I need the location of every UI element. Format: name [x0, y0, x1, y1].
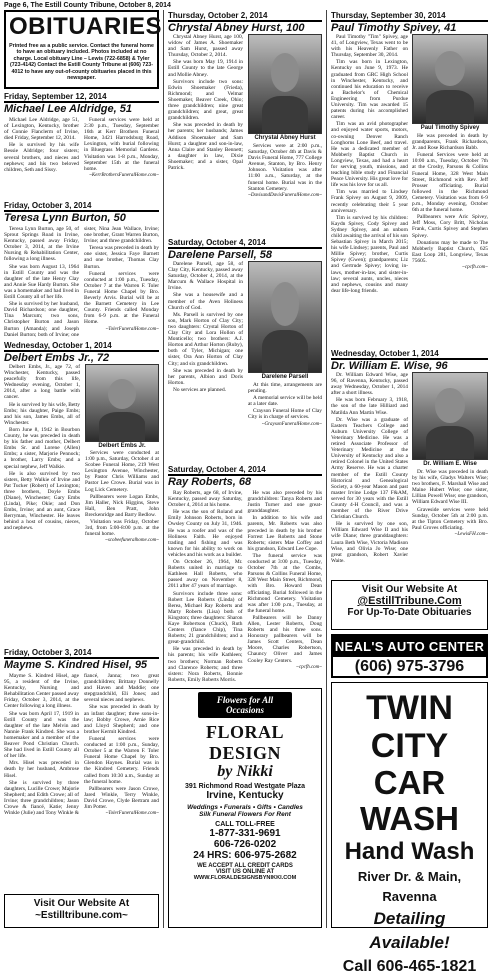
obit-photo-wrap — [412, 34, 488, 345]
obit-paragraph: He was the son of Roland and Emily Johnson Roberts, born in Owsley County on July 31, 1946. He was a roofer and was of the Holiness Faith. He enjoyed trading and fishing and was known for his ability to work on vehicles and his work as a builder. — [168, 509, 243, 558]
obit-paragraph: Survivors include two sons: Edwin Shoemaker (Frieda), Richmond; and Velmar Shoemaker, Beaver Creek, Ohio; three grandchildren; nine great grandchildren; and great, great grandchildren. — [168, 78, 243, 122]
obit-body-cont — [248, 382, 322, 454]
obit-body — [168, 490, 322, 686]
obit-paragraph: Pallbearers were Jason Crowe, Jared Winkle, Terry Winkle, David Crowe, Clyde Bertram and Jim Potter. — [84, 785, 159, 810]
floral-hours-label: 24 HRS: — [193, 850, 232, 861]
obit-paragraph: Mrs. Hisel was preceded in death by her husband, Ambrose Hisel. — [4, 760, 79, 779]
obit-paragraph: In addition to his wife and parents, Mr. Roberts was also preceded in death by his brother Forrest Lee Roberts and Stone Roberts; sisters Mae Coffey and his grandson, Edward Lee Cope. — [247, 515, 322, 552]
obit-signoff: ~DavisandDavisFuneralHome.com~ — [248, 192, 322, 198]
obit-paragraph: Chrystal Abney Hurst, age 100, widow of James A. Shoemaker and Sam Hurst, passed away Thursday, October 2, 2014. — [168, 34, 243, 59]
floral-tollfree-label: CALL TOLL-FREE — [215, 821, 275, 828]
carwash-detailing: Detailing Available! — [369, 909, 450, 952]
obit-name: Michael Lee Aldridge, 51 — [4, 103, 132, 115]
obit-paragraph: Ms. Parsell is survived by one son, Mark Horton of Clay City; two daughters: Crystal Horton of Clay City and Lora Hollon of Monticello; two brothers: A.J. Horton and Arthur Horton (Ruby), both of Tyler, Michigan; one sister, Ora Ann Horton of Clay City; and six grandchildren. — [168, 311, 243, 367]
obit-date: Friday, October 3, 2014 — [4, 201, 92, 210]
obit-paragraph: Services were conducted at 1:00 p.m., Saturday, October 4 at Scobee Funeral Home, 219 West Lexington Avenue, Winchester, by Pastor Chris Williams and Pastor Lee Crowe. Burial was in Log Lick Cemetery. — [85, 450, 159, 493]
obituary-hisel — [4, 647, 159, 892]
portrait-photo — [248, 261, 322, 373]
obit-paragraph: He is survived by his wife, Betty Embs; his daughter, Paige Embs; and his son, James Embs, all of Winchester. — [4, 401, 80, 426]
obit-paragraph: She was preceded in death by an infant daughter; three sons-in-law; Bobby Crowe, Arnie Rice and Lloyd Shepherd; and one brother Kermit Kindred. — [84, 704, 159, 735]
floral-name: FLORAL DESIGN — [205, 722, 284, 763]
obit-body — [4, 117, 159, 199]
tribune-website-link[interactable]: @EstillTribune.Com — [357, 595, 462, 607]
obit-paragraph: Donations may be made to The Mobberly Baptist Church, 625 East Loop 281, Longview, Texas 75605. — [412, 239, 488, 264]
photo-caption: Delbert Embs Jr. — [98, 443, 146, 449]
photo-caption: Chrystal Abney Hurst — [254, 135, 316, 141]
obituary-burton — [4, 200, 159, 338]
obit-paragraph: Dr. William Edward Wise, age 96, of Ravenna, Kentucky, passed away Wednesday, October 1, 2014 after a short illness. — [331, 372, 408, 397]
carwash-phone[interactable]: Call 606-465-1821 — [342, 958, 477, 975]
obit-date: Saturday, October 4, 2014 — [168, 465, 266, 474]
tribune-website-link[interactable]: ~Estilltribune.com~ — [35, 910, 128, 921]
obit-photo-wrap — [412, 372, 488, 575]
obit-name: Chrystal Abney Hurst, 100 — [168, 22, 305, 34]
obit-paragraph: She was born April 17, 1919 in Estill County and was the daughter of the late Melvin and Nannie Frank Kindred. She was a homemaker and a member of the Beaver Pond Christian Church. She had lived in Estill County all of her life. — [4, 710, 79, 760]
obit-paragraph: She is survived by three daughters, Lucille Crowe; Majorie Shepherd; and Edith Crowe; all of Irvine; three grandchildren; Jason Crowe & fiancé, Katie; Jenny Winkle (Julie) and Tony Winkle & fiancé, Janna; two great grandchildren; Brittany Donnelly and Haven and Maddie; one stepgrandchild, Eli Jones; and several nieces and nephews. — [4, 673, 159, 817]
ad-line: Visit Our Website At — [361, 584, 458, 595]
obit-paragraph: He was preceded in death by grandparents, Frank Richardson, Jr. and Rose Richardson Babb. — [412, 133, 488, 152]
obit-paragraph: Born June 8, 1942 in Bourbon County, he was preceded in death by his father and mother, Delbert Embs Sr. and Lorene (Allen) Embs; a sister, Marjorie Pennock; a brother, Larry Embs; and a special nephew, Jeff Walkie. — [4, 426, 80, 470]
photo-caption: Dr. William E. Wise — [423, 461, 477, 467]
obit-body — [331, 34, 408, 346]
obit-date: Saturday, October 4, 2014 — [168, 238, 266, 247]
neals-name: NEAL'S AUTO CENTER — [333, 636, 486, 657]
obit-body — [4, 364, 80, 647]
car-wash-ad — [331, 682, 488, 975]
floral-city: Irvine, Kentucky — [206, 790, 284, 801]
obit-paragraph: She was a housewife and a member of the Aven Holiness Church of God. — [168, 292, 243, 311]
obituary-hurst — [168, 10, 322, 235]
obituary-embs — [4, 340, 159, 645]
column-divider — [163, 10, 164, 928]
obit-name: Dr. William E. Wise, 96 — [331, 360, 448, 372]
obit-date: Wednesday, October 1, 2014 — [4, 341, 112, 350]
obit-signoff: ~cpcfh.com~ — [462, 264, 488, 270]
obit-paragraph: Survivors include three sons: Robert Lee Roberts (Linda) of Berea, Michael Ray Roberts and Marty Roberts (Lisa) both of Kingston; three daughters: Sharon Kaye Robertson (Chuck), Ruth Centers (fiance Chip), Tina Roberts; 21 grandchildren; and a great-grandchild. — [168, 590, 243, 646]
tribune-obituaries-ad — [331, 580, 488, 630]
obit-body — [4, 673, 159, 893]
obit-name: Mayme S. Kindred Hisel, 95 — [4, 659, 148, 671]
obit-date: Thursday, September 30, 2014 — [331, 11, 446, 20]
obit-paragraph: She was born May 19, 1914 in Estill County to the late George and Mollie Abney. — [168, 59, 243, 78]
obit-paragraph: She was preceded in death by her parents, Albion and Doris Horton. — [168, 367, 243, 386]
obit-signoff: ~GraysonFuneralHome.com~ — [261, 421, 322, 427]
obit-paragraph: Crayson Funeral Home of Clay City is in charge of services. — [248, 408, 322, 421]
photo-caption: Darelene Parsell — [261, 374, 309, 380]
floral-phone-24hr[interactable]: 606-975-2682 — [234, 850, 297, 861]
obit-paragraph: Delbert Embs, Jr., age 72, of Winchester, Kentucky, passed peacefully from this life, Wednesday evening, October 1, 2014, after a long battle with cancer. — [4, 364, 80, 401]
tribune-website-ad — [4, 894, 159, 928]
obituary-roberts — [168, 464, 322, 684]
floral-silk: Silk Funeral Flowers For Rent — [199, 811, 291, 818]
floral-design-ad — [168, 688, 322, 928]
obit-paragraph: Teresa Lynn Burton, age 50, of Sprout Springs Road in Irvine, Kentucky, passed away Friday, October 3, 2014, at the Irvine Nursing & Rehabilitation Center, following a long illness. — [4, 226, 79, 263]
obit-signoff: ~LewisFH.com~ — [454, 531, 488, 537]
obituary-parsell — [168, 237, 322, 462]
obit-signoff: ~cpcfh.com~ — [296, 664, 322, 670]
obit-paragraph: Paul Timothy "Tim" Spivey, age 41, of Longview, Texas went to be with his Heavenly Father on Thursday, September 30, 2014. — [331, 34, 408, 59]
obit-date: Thursday, October 2, 2014 — [168, 11, 268, 20]
carwash-line3: Hand Wash — [344, 838, 475, 865]
obit-body — [168, 34, 243, 234]
obit-body-cont — [248, 143, 322, 228]
obit-paragraph: He is survived by one son, William Edward Wise II and his wife Diane; three granddaughters: Laura Beth Wise, Victoria Madison Wise, and Olivia Jo Wise; one great grandson, Robert Xavier Waite. — [331, 521, 408, 564]
portrait-photo — [85, 364, 159, 442]
masthead-title: OBITUARIES — [9, 13, 163, 40]
obit-paragraph: Mayme S. Kindred Hisel, age 95, a resident of the Irvine, Kentucky, Nursing and Rehabilitation Center passed away Friday, October 3, 2014, at the Center following a long illness. — [4, 673, 79, 710]
obit-photo-wrap — [248, 34, 322, 228]
floral-by: by Nikki — [217, 763, 273, 780]
obit-paragraph: Pallbearers were Aric Spivey, Jeff Moss, Cory Britt, Nicholas Frank, Curtis Spivey and Stephen Spivey. — [412, 214, 488, 239]
obit-paragraph: Michael Lee Aldridge, age 51, of Lexington, Kentucky, brother of Connie Flanclerm of Irvine, died Friday, September 12, 2014. — [4, 117, 79, 142]
portrait-photo — [412, 34, 488, 124]
obit-paragraph: She was born August 13, 1964 in Estill County and was the daughter of the late Henry Clay and Annie Sue Hardy Burton. She was a homemaker and had lived in Estill County all of her life. — [4, 263, 79, 301]
floral-cards: WE ACCEPT ALL CREDIT CARDS — [197, 863, 293, 869]
column-divider — [326, 10, 327, 928]
obit-name: Paul Timothy Spivey, 41 — [331, 22, 457, 34]
obit-paragraph: Tim is survived by his children: Kaydn Spivey, Cody Spivey and Sydney Spivey, and an unborn child awaiting the arrival of his son Sebastian Spivey in March 2015; his wife Lindsey; parents, Paul and Millie Spivey; brother, Curtis Spivey (Gwen); grandparents; Liz and Gertrude Spivey; loving in-laws, mother-in-law, and sister-in-law; several aunts, uncles, nieces and nephews, cousins and many dear life-long friends. — [331, 214, 408, 294]
ad-line: Visit Our Website At — [33, 898, 130, 909]
carwash-line1: TWIN CITY — [366, 689, 453, 765]
obit-photo-wrap — [248, 261, 322, 454]
carwash-location: River Dr. & Main, Ravenna — [357, 869, 462, 904]
obit-body-cont — [85, 450, 159, 645]
obit-paragraph: The funeral service was conducted at 3:00 p.m., Tuesday, October 7th at the Combs, Parsons & Collins Funeral Home, 328 West Main Street, Richmond, with Bro. Howard Dean officiating. Burial followed in the Richmond Cemetery. Visitation was after 1:00 p.m., Tuesday, at the funeral home. — [247, 552, 322, 614]
obit-signoff: ~TolerFuneralHome.com~ — [105, 811, 159, 817]
obit-paragraph: He was preceded in death by his parents; his wife Kathleen; two brothers; Norman Roberts and Clarence Roberts; and three sisters: Nora Roberts, Bonnie Roberts, Emily Roberts Morris. — [168, 646, 243, 683]
obit-paragraph: Pallbearers were Logan Embs, Jim Haller, Nick Higgins, Steve Hall, Ben Pratt, John Breckenridge and Barry Bedlow. — [85, 493, 159, 518]
neals-auto-ad — [331, 634, 488, 678]
obit-paragraph: Darelene Parsell, age 58, of Clay City, Kentucky, passed away Saturday, October 4, 2014, at the Marcum & Wallace Hospital in Irvine. — [168, 261, 243, 292]
floral-services: Weddings • Funerals • Gifts • Candles — [187, 804, 303, 811]
obit-paragraph: Graveside services were held Sunday, October 5th at 2:00 p.m. at the Tipton Cemetery with Bro. Paul Groves officiating. — [412, 506, 488, 531]
obit-paragraph: Teresa was preceded in death by one sister, Jessica Faye Barnett and one brother, Thomas Clay Burton. — [84, 245, 159, 270]
obit-paragraph: He is survived by his wife Bessie Aldridge; four sisters; several brothers, and nieces and nephews; and his two beloved children, Seth and Sissy. — [4, 142, 79, 173]
obit-paragraph: She is survived by her husband, David Richardson; one daughter, Tina Marcum; two sons, Christopher Burton and Jason Burton (Amanda); and Joseph Daniel Burton; both of Irvine; one sister, Nina Jean Wallace, Irvine; one brother, Grant Warren Burton, Irvine; and three grandchildren. — [4, 226, 159, 338]
floral-banner: Flowers for All Occasions — [198, 692, 292, 718]
obit-body-cont — [412, 133, 488, 345]
obit-signoff: ~KerrBrothersFuneralHome.com~ — [89, 172, 159, 178]
obit-paragraph: He was also preceded by his grandchildren: Tanya Roberts and Justin Turner and one great-granddaughter. — [247, 490, 322, 515]
obit-name: Ray Roberts, 68 — [168, 476, 252, 488]
obit-paragraph: Tim was married to Lindsey Frank Spivey on August 9, 2009, recently celebrating their 5 year anniversary. — [331, 189, 408, 214]
obit-date: Friday, October 3, 2014 — [4, 648, 92, 657]
obit-date: Wednesday, October 1, 2014 — [331, 349, 439, 358]
masthead-notice: Printed free as a public service. Contact the funeral home to have an obituary included. Photos included at no charge. Local obituary Line – Lewis (722-6858) & Tyler (723-4142) Contact the Estill County Tribune at (606) 723-4012 to have any out-of-county obituaries placed in this newspaper. — [9, 43, 154, 82]
obit-signoff: ~scobeefuneralhome.com~ — [105, 538, 159, 544]
obit-paragraph: She was preceded in death by her parents; her husbands; James Addison Shoemaker and Sam Hurst; a daughter and son-in-law, Anna Claire and Stanley Bennett; a daughter in law, Dixie Shoemaker; and a sister, Opal Patrick. — [168, 122, 243, 171]
obit-paragraph: Funeral Services were held at 10:00 a.m., Tuesday, October 7th at the Crosby, Parsons & Collins Funeral Home, 328 West Main Street, Richmond with Rev. Jeff Prosser officiating. Burial followed in the Richmond Cemetery. Visitation was from 6-9 p.m., Monday evening, October 6th at the funeral home. — [412, 152, 488, 214]
obit-paragraph: Funeral services were conducted at 1:00 p.m., Sunday, October 5 at the Warren F. Toler Funeral Home Chapel by Bro. Glendon Haynes. Burial was in the Kindred Cemetery. Friends called from 10:30 a.m., Sunday at the funeral home. — [84, 735, 159, 785]
portrait-photo — [248, 34, 322, 134]
obit-body — [168, 261, 243, 461]
neals-phone[interactable]: (606) 975-3796 — [354, 658, 465, 675]
masthead — [4, 10, 163, 89]
obit-name: Teresa Lynn Burton, 50 — [4, 212, 126, 224]
obit-paragraph: A memorial service will be held at a later date. — [248, 395, 323, 408]
obituary-wise — [331, 348, 488, 576]
portrait-photo — [412, 372, 488, 460]
page-header: Page 6, The Estill County Tribune, October 8, 2014 — [4, 2, 171, 9]
obit-paragraph: Dr. Wise was preceded in death by his wife, Gladys Walters Wise; two brothers, F. Marshall Wise and Maine Hubert Wise; one sister, Lillian Powell Wise; one grandson, William Edward Wise III. — [412, 469, 488, 506]
obit-paragraph: Services were at 2:00 p.m., Saturday, October 4th at Davis & Davis Funeral Home, 777 College Avenue, Stanton, by Bro. Henry Johnson. Visitation was after 11:00 a.m., Saturday, at the funeral home. Burial was in the Stanton Cemetery. — [248, 143, 322, 192]
obit-name: Delbert Embs Jr., 72 — [4, 352, 110, 364]
obituary-aldridge — [4, 91, 159, 198]
obituary-spivey — [331, 10, 488, 346]
floral-tollfree[interactable]: 1-877-331-9691 — [209, 828, 281, 839]
obit-paragraph: Pallbearers will be Danny Allen, Lester Roberts, Doug Roberts and his three sons. Honorary pallbearers will be James Scott Centers, Dean Moore, Charles Robertson, Chauncy Oliver and James Cooley Ray Centers. — [247, 614, 322, 664]
obit-photo-wrap — [85, 364, 159, 449]
obit-paragraph: Funeral services were held at 2:30 p.m., Tuesday, September 16th at Kerr Brothers Funeral Home, 3421 Harrodsburg Road, Lexington, with burial following in Bluegrass Memorial Gardens. Visitation was 1-8 p.m., Monday, September 15th at the funeral home. — [84, 117, 159, 172]
obit-body-cont — [412, 469, 488, 575]
obit-paragraph: No services are planned. — [173, 386, 226, 393]
obit-body — [4, 226, 159, 339]
carwash-line2: CAR WASH — [360, 764, 459, 837]
obit-paragraph: Tim was born in Lexington, Kentucky on June 9, 1973. He graduated from GRC High School in Winchester, Kentucky, and continued his education to receive a Bachelor's of Chemical Engineering from Purdue University. Tim was awarded 15 patents during his accomplished career. — [331, 59, 408, 121]
obit-paragraph: Tim was an avid photographer and enjoyed water sports, motors, co-owning Denver Ranch Longhorns Lone Beef, and travel. He was a dedicated member of Mobberly Baptist Church in Longview, Texas, and had a heart for serving youth, missions, and teaching bible study and Financial Peace University. His great love for life was his love for us all. — [331, 121, 408, 189]
floral-24hr — [169, 850, 321, 861]
floral-phone[interactable]: 606-726-0202 — [213, 839, 277, 850]
obit-paragraph: Funeral services were conducted at 1:00 p.m., Tuesday, October 7 at the Warren F. Toler Funeral Home Chapel by Bro. Beverly Arvis. Burial will be at the Barnett Cemetery in Lee County. Friends called Monday from 6-9 p.m. at the Funeral Home. — [84, 270, 159, 326]
obit-date: Friday, September 12, 2014 — [4, 92, 107, 101]
photo-caption: Paul Timothy Spivey — [420, 125, 480, 131]
obit-paragraph: Visitation was Friday, October 3rd, from 5:00-8:00 p.m. at the funeral home. — [85, 519, 159, 538]
obit-paragraph: Dr. Wise was a graduate of Eastern Teachers College and Auburn University College of Veterinary Medicine. He was a retired Associate Professor of Veterinary Medicine at the University of Kentucky and also a retired Colonel in the United States Army Reserve. He was a charter member of the Estill County Historical and Genealogical Society, a 60-year Mason and past master Irvine Lodge 137 F&AM, served for 30 years with the Estill County 4-H Council, and was a member of the River Drive Christian Church. — [331, 416, 408, 521]
obit-paragraph: He was born February 3, 1918, the son of the late Hilliard and Matilda Ann Martin Wise. — [331, 397, 408, 416]
floral-website[interactable]: WWW.FLORALDESIGNSBYNIKKI.COM — [193, 875, 297, 881]
obit-paragraph: On October 26, 1964, Mr. Roberts united in marriage to Kathleen Hall Roberts, who passed away on November 8, 2011 after 47 years of marriage. — [168, 559, 243, 590]
obit-paragraph: Ray Roberts, age 68, of Irvine, Kentucky, passed away Saturday, October 4, 2014 at his home. — [168, 490, 243, 509]
obit-body — [331, 372, 408, 576]
obit-signoff: ~TolerFuneralHome.com~ — [105, 326, 159, 332]
ad-line: For Up-To-Date Obituaries — [347, 607, 472, 618]
floral-address: 391 Richmond Road Westgate Plaza — [184, 783, 306, 790]
obit-paragraph: At this time, arrangements are pending. — [248, 382, 322, 395]
floral-online: VISIT US ONLINE AT — [215, 869, 275, 875]
obit-paragraph: He is also survived by two sisters, Betty Walkie of Irvine and Pat Tucker (Robert) of Lexington; three brothers, Doyle Embs (Diane), Winchester; Gary Embs (Linda), Pike; Okie; and Don Embs, Irvine; and an aunt, Grace Berryman, Winchester. He leaves behind a host of cousins, nieces, and nephews. — [4, 470, 80, 532]
obit-name: Darelene Parsell, 58 — [168, 249, 272, 261]
